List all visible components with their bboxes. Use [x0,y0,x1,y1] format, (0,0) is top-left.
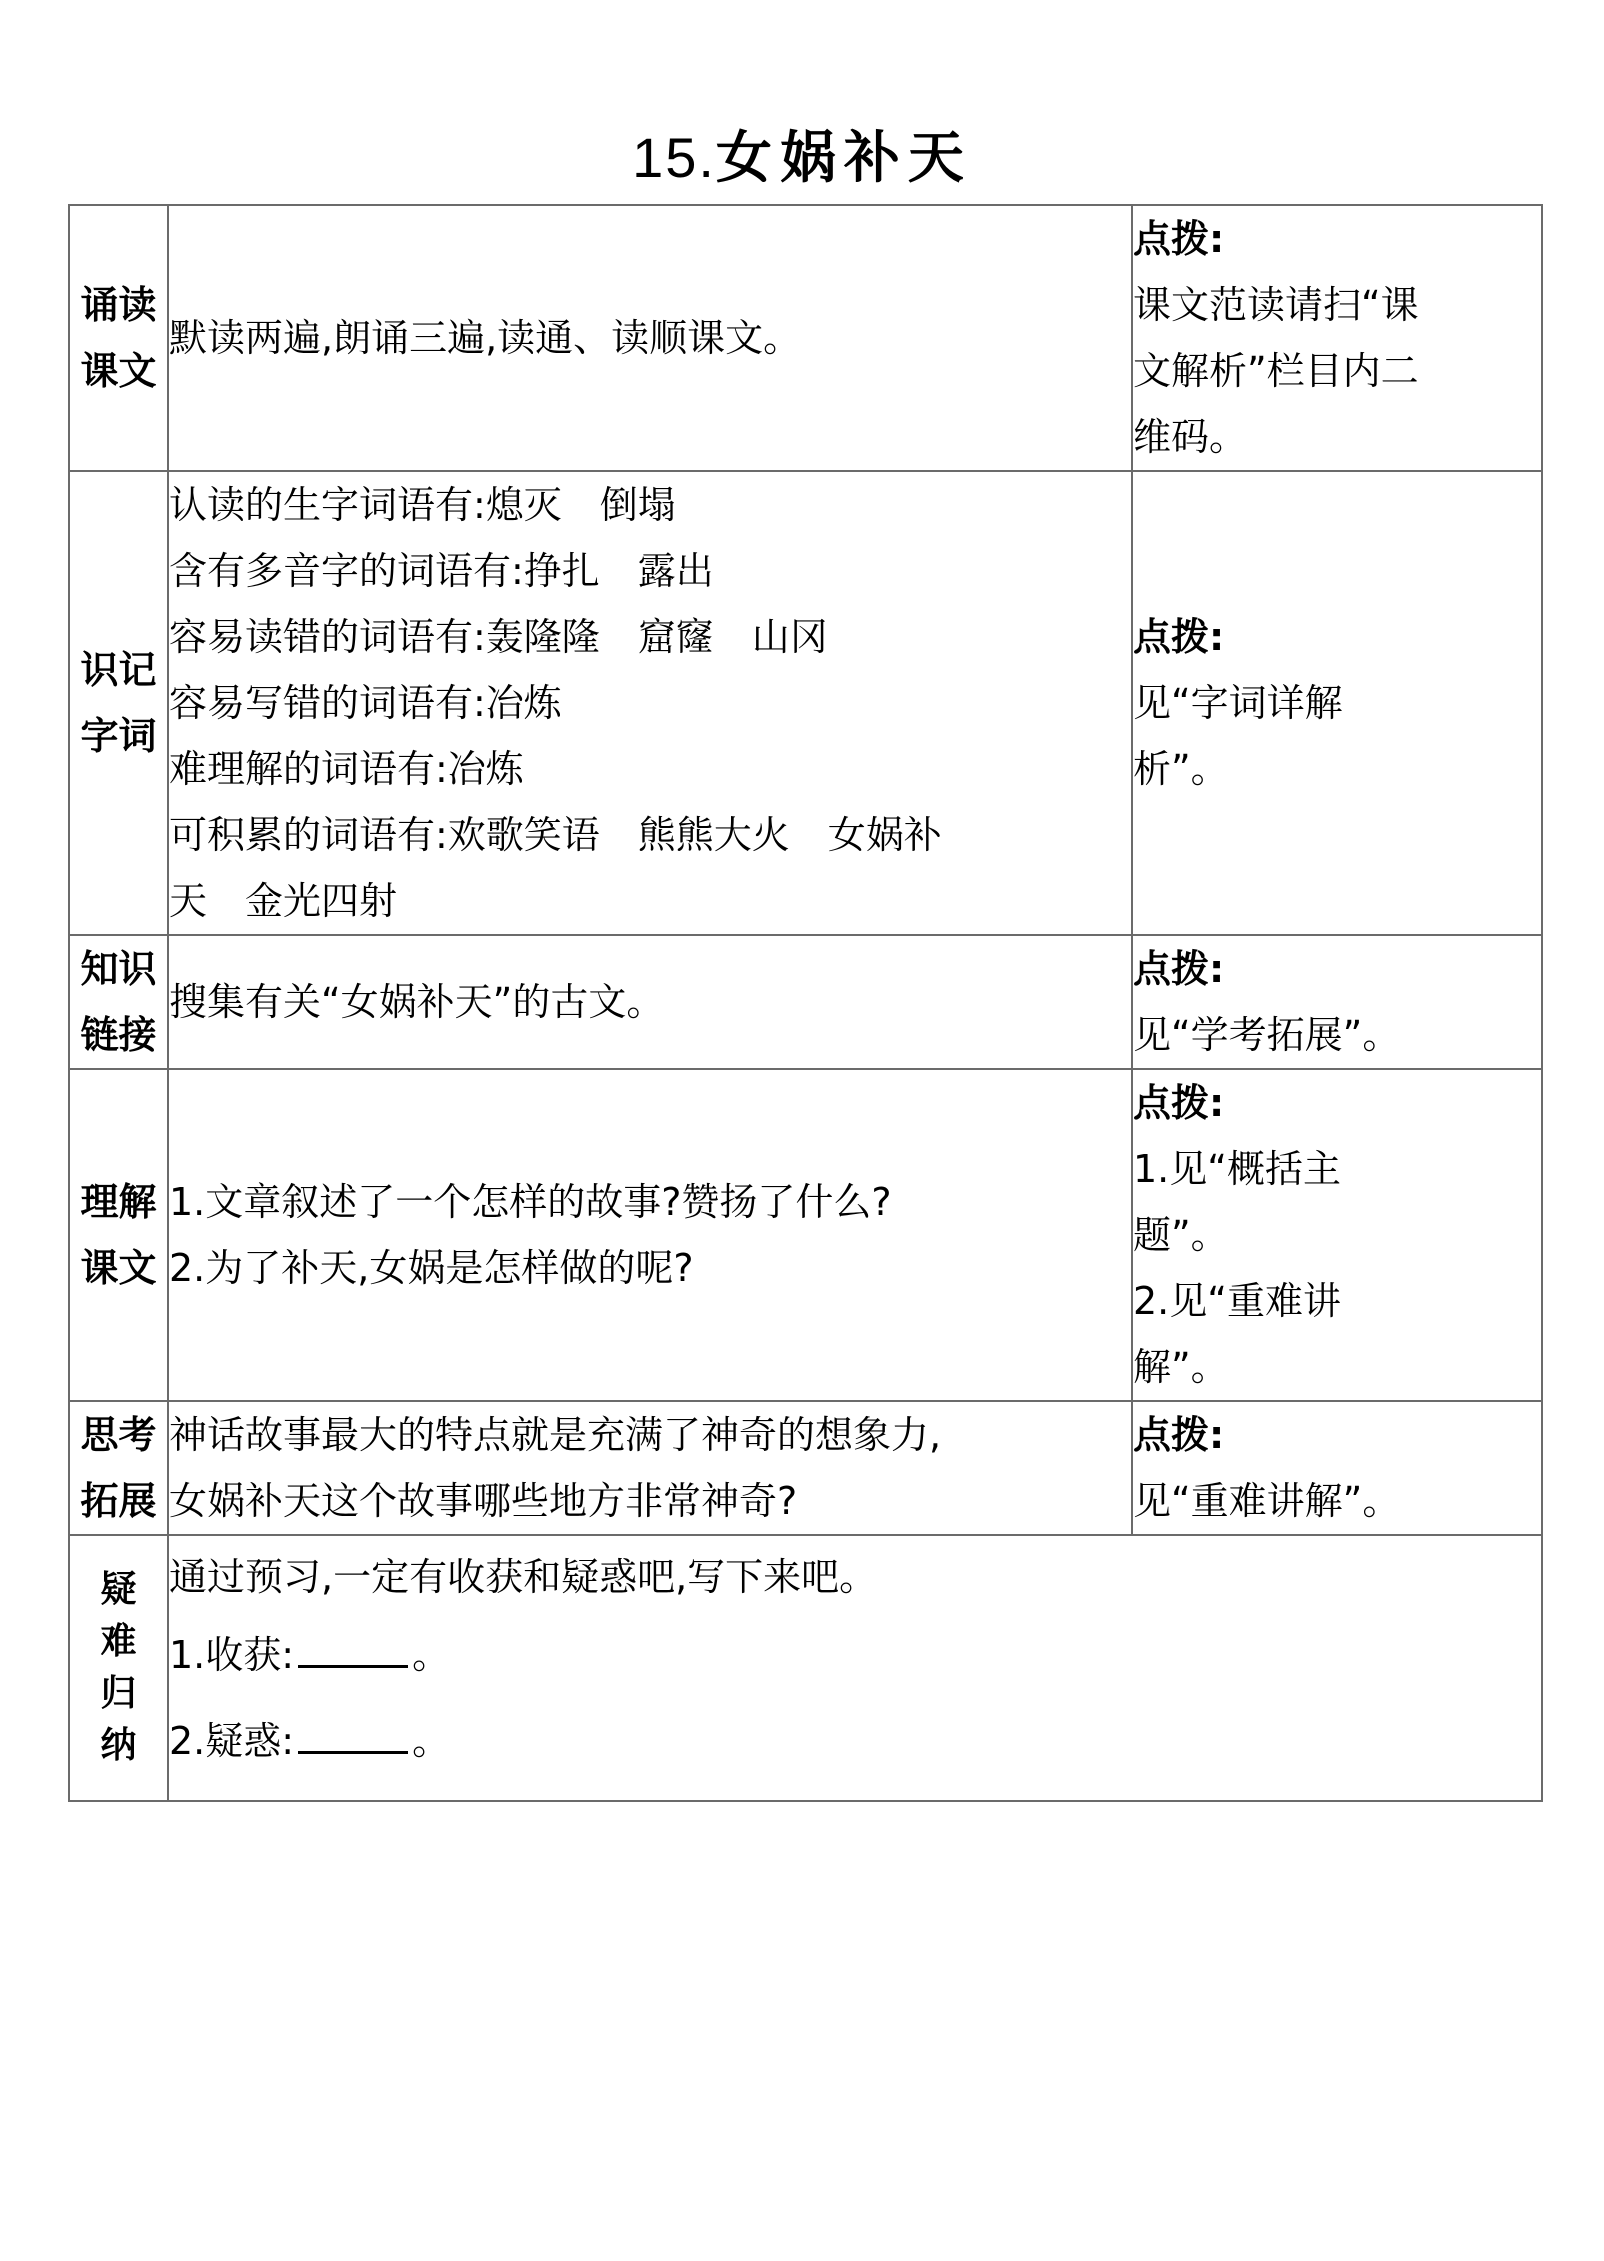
summary-content [168,1535,1542,1801]
gains-line [169,1612,1541,1698]
row-content: 神话故事最大的特点就是充满了神奇的想象力, 女娲补天这个故事哪些地方非常神奇? [168,1401,1132,1535]
row-content: 认读的生字词语有:熄灭 倒塌 含有多音字的词语有:挣扎 露出 容易读错的词语有:轰隆隆 窟窿 山冈 容易写错的词语有:冶炼 难理解的词语有:冶炼 可积累的词语有:欢歌笑语 熊熊大火 女娲补 天 金光四射 [168,471,1132,935]
tip-heading: 点拨: [1133,615,1225,659]
row-label: 诵读 课文 [69,205,168,471]
row-knowledge-link [69,935,1542,1069]
row-difficulty-summary [69,1535,1542,1801]
row-label: 知识 链接 [69,935,168,1069]
tip-heading: 点拨: [1133,1413,1225,1457]
preview-worksheet-table [68,204,1543,1802]
row-label: 识记 字词 [69,471,168,935]
doubts-line [169,1698,1541,1784]
row-understand-text [69,1069,1542,1401]
row-content: 默读两遍,朗诵三遍,读通、读顺课文。 [168,205,1132,471]
lesson-name: 女娲补天 [715,125,972,191]
row-recite-text [69,205,1542,471]
tip-heading: 点拨: [1133,1081,1225,1125]
lesson-number: 15. [632,126,716,189]
row-label: 思考 拓展 [69,1401,168,1535]
gains-blank[interactable] [298,1631,408,1668]
page-title [0,118,1604,199]
gains-label: 1.收获: [169,1633,295,1677]
row-label: 疑 难 归 纳 [69,1535,168,1801]
row-memorize-words [69,471,1542,935]
row-think-extend [69,1401,1542,1535]
row-content: 搜集有关“女娲补天”的古文。 [168,935,1132,1069]
row-tip: 点拨: 见“学考拓展”。 [1132,935,1542,1069]
doubts-label: 2.疑惑: [169,1719,295,1763]
row-label: 理解 课文 [69,1069,168,1401]
summary-intro: 通过预习,一定有收获和疑惑吧,写下来吧。 [169,1555,878,1599]
row-tip: 点拨: 1.见“概括主 题”。 2.见“重难讲 解”。 [1132,1069,1542,1401]
tip-heading: 点拨: [1133,947,1225,991]
row-tip: 点拨: 见“字词详解 析”。 [1132,471,1542,935]
gains-end: 。 [412,1633,451,1677]
row-tip: 点拨: 见“重难讲解”。 [1132,1401,1542,1535]
row-content: 1.文章叙述了一个怎样的故事?赞扬了什么? 2.为了补天,女娲是怎样做的呢? [168,1069,1132,1401]
row-tip: 点拨: 课文范读请扫“课 文解析”栏目内二 维码。 [1132,205,1542,471]
doubts-end: 。 [412,1719,451,1763]
doubts-blank[interactable] [298,1717,408,1754]
tip-heading: 点拨: [1133,217,1225,261]
